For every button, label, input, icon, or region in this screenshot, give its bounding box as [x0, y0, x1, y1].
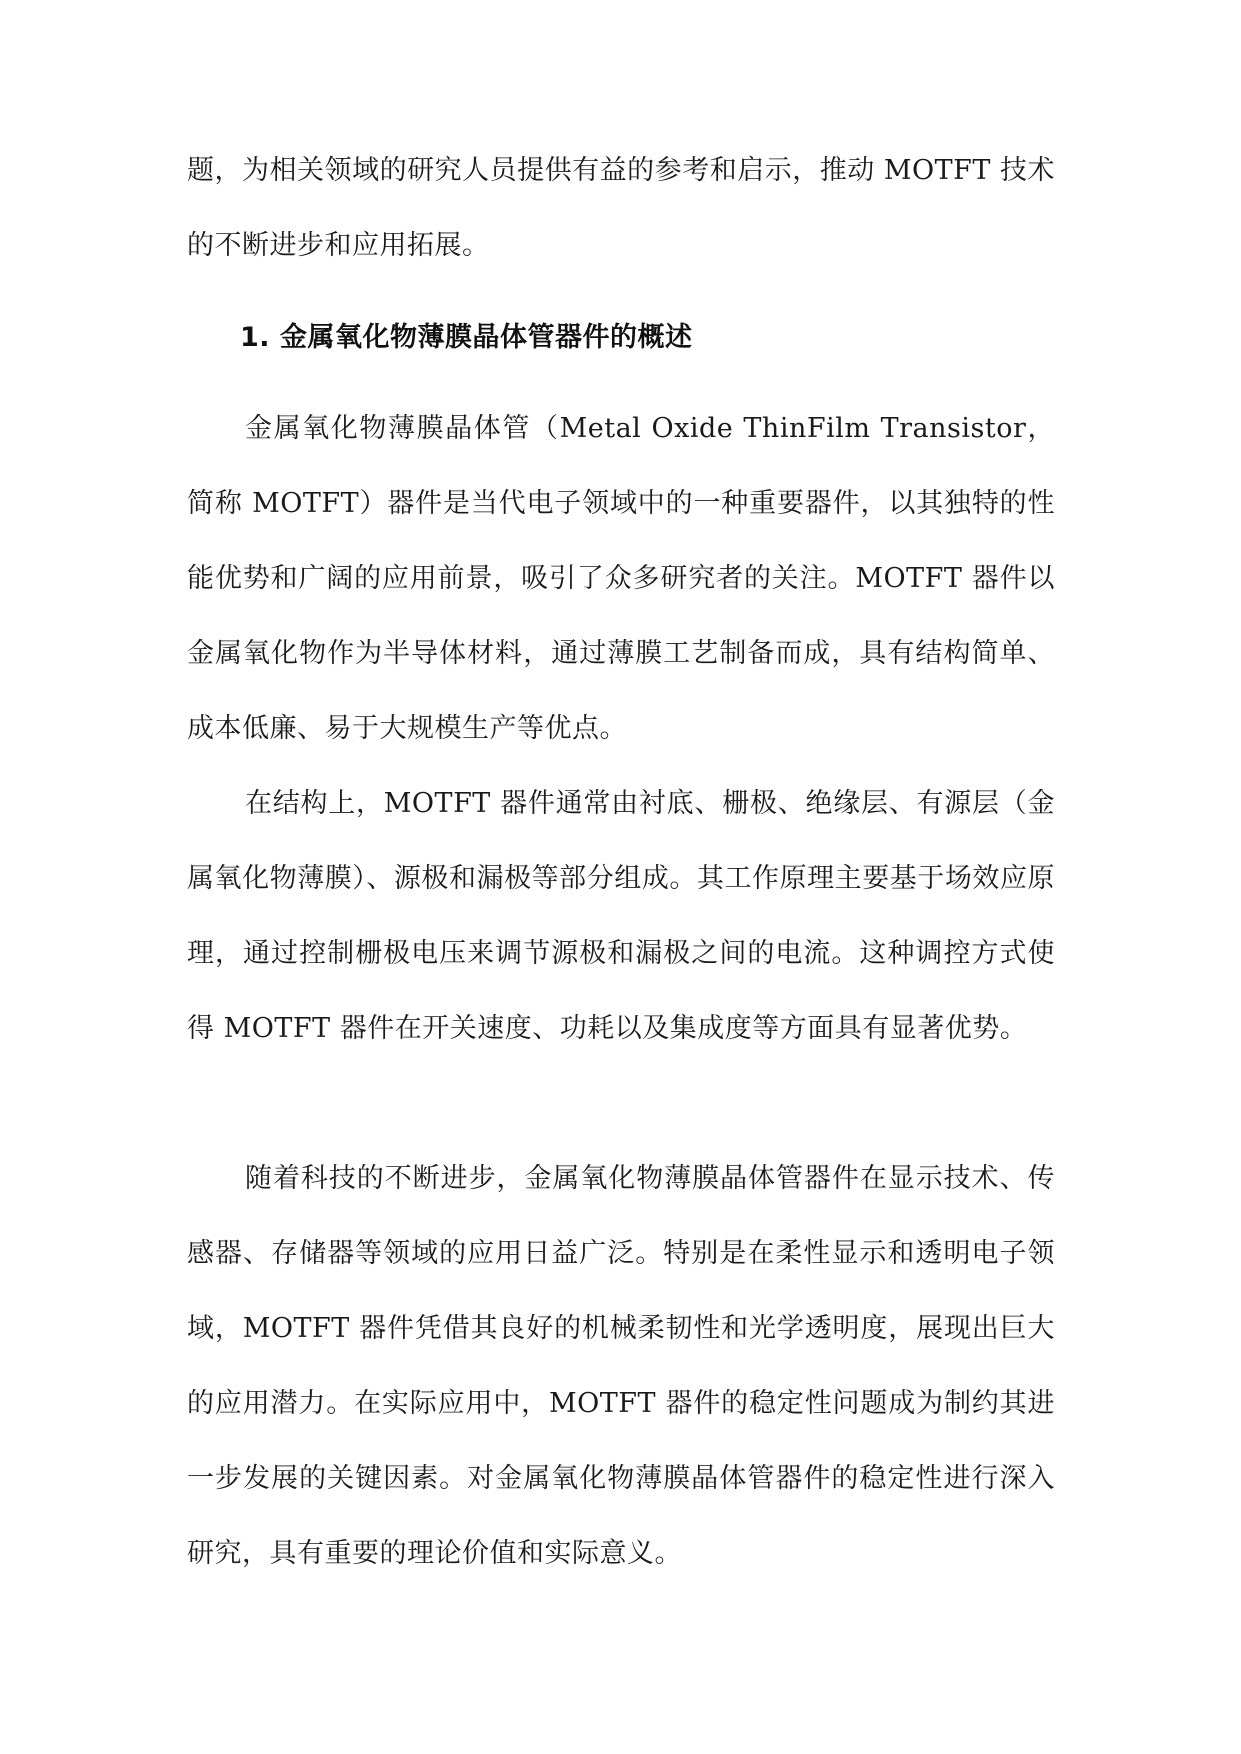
applications-paragraph-3: 随着科技的不断进步，金属氧化物薄膜晶体管器件在显示技术、传感器、存储器等领域的应用日益广泛。特别是在柔性显示和透明电子领域，MOTFT 器件凭借其良好的机械柔韧性和光学透明度，展现出巨大的应用潜力。在实际应用中，MOTFT 器件的稳定性问题成为制约其进一步发展的关键因素。对金属氧化物薄膜晶体管器件的稳定性进行深入研究，具有重要的理论价值和实际意义。 [187, 1163, 1055, 1569]
intro-continuation-paragraph: 题，为相关领域的研究人员提供有益的参考和启示，推动 MOTFT 技术的不断进步和应用拓展。 [187, 155, 1055, 261]
structure-paragraph-2: 在结构上，MOTFT 器件通常由衬底、栅极、绝缘层、有源层（金属氧化物薄膜）、源极和漏极等部分组成。其工作原理主要基于场效应原理，通过控制栅极电压来调节源极和漏极之间的电流。这种调控方式使得 MOTFT 器件在开关速度、功耗以及集成度等方面具有显著优势。 [187, 788, 1055, 1044]
section-heading: 1. 金属氧化物薄膜晶体管器件的概述 [240, 322, 693, 353]
overview-paragraph-1: 金属氧化物薄膜晶体管（Metal Oxide ThinFilm Transistor，简称 MOTFT）器件是当代电子领域中的一种重要器件，以其独特的性能优势和广阔的应用前景，吸引了众多研究者的关注。MOTFT 器件以金属氧化物作为半导体材料，通过薄膜工艺制备而成，具有结构简单、成本低廉、易于大规模生产等优点。 [187, 413, 1055, 744]
